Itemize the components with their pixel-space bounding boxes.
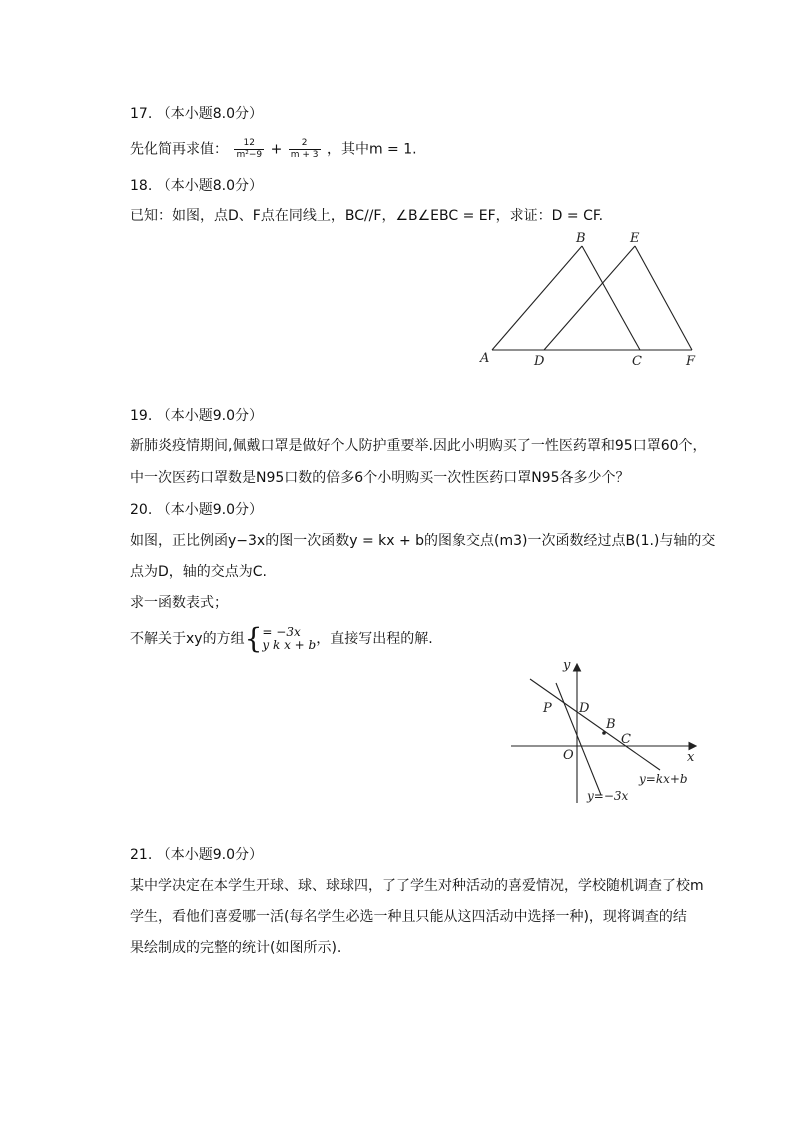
q19-line-1: 新肺炎疫情期间,佩戴口罩是做好个人防护重要举.因此小明购买了一性医药罩和95口罩60个， bbox=[130, 438, 707, 454]
point-b-label: B bbox=[606, 717, 616, 732]
system-row-2: y k x + b bbox=[262, 638, 317, 652]
point-p-label: P bbox=[543, 701, 552, 716]
q20-line-2: 点为D，轴的交点为C. bbox=[130, 564, 268, 580]
line-kx-plus-b-label: y=kx+b bbox=[639, 772, 688, 786]
q17-header: 17. （本小题8.0分） bbox=[130, 106, 263, 122]
point-c-label: C bbox=[621, 732, 631, 747]
label-c: C bbox=[632, 354, 642, 369]
q19-header: 19. （本小题9.0分） bbox=[130, 408, 263, 424]
label-f: F bbox=[686, 354, 696, 369]
q21-line-1: 某中学决定在本学生开球、球、球球四，了了学生对种活动的喜爱情况，学校随机调查了校m bbox=[130, 878, 704, 894]
segment-de bbox=[544, 246, 635, 350]
system-row-1: = −3x bbox=[262, 625, 301, 639]
q21-line-2: 学生，看他们喜爱哪一活(每名学生必选一种且只能从这四活动中选择一种)，现将调查的结 bbox=[130, 909, 687, 925]
q20-function-graph bbox=[505, 655, 705, 807]
segment-bc bbox=[582, 246, 640, 350]
q17-body bbox=[130, 138, 417, 161]
x-axis-label: x bbox=[687, 750, 695, 765]
q17-prefix: 先化简再求值： bbox=[130, 141, 228, 158]
q18-header: 18. （本小题8.0分） bbox=[130, 178, 263, 194]
q19-line-2: 中一次医药口罩数是N95口数的倍多6个小明购买一次性医药口罩N95各多少个？ bbox=[130, 470, 630, 486]
line-neg3x bbox=[556, 683, 601, 795]
segment-ab bbox=[492, 246, 582, 350]
q17-fraction-2 bbox=[289, 138, 321, 161]
q20-line-4 bbox=[130, 622, 433, 656]
q17-frac1-numerator: 12 bbox=[234, 138, 264, 150]
q17-frac1-denominator: m²−9 bbox=[236, 150, 263, 160]
y-axis-label: y bbox=[563, 658, 571, 673]
label-a: A bbox=[480, 351, 490, 366]
q20-line-1: 如图，正比例函y−3x的图一次函数y = kx + b的图象交点(m3)一次函数经过点B(1.)与轴的交 bbox=[130, 533, 716, 549]
q20-line4-prefix: 不解关于xy的方组 bbox=[130, 631, 245, 647]
segment-ef bbox=[635, 246, 692, 350]
q17-frac2-denominator: m + 3 bbox=[290, 150, 319, 160]
q17-frac2-numerator: 2 bbox=[289, 138, 321, 150]
origin-label: O bbox=[563, 748, 574, 763]
system-brace: { bbox=[244, 622, 263, 655]
line-neg3x-label: y=−3x bbox=[587, 789, 629, 803]
label-e: E bbox=[630, 231, 640, 246]
q17-fraction-1 bbox=[234, 138, 264, 161]
label-b: B bbox=[576, 231, 586, 246]
q17-plus: + bbox=[270, 141, 283, 158]
q21-line-3: 果绘制成的完整的统计(如图所示). bbox=[130, 940, 342, 956]
equation-system bbox=[262, 626, 316, 652]
q20-header: 20. （本小题9.0分） bbox=[130, 502, 263, 518]
q20-line4-suffix: ，直接写出程的解. bbox=[316, 631, 433, 647]
line-kx-plus-b bbox=[530, 679, 660, 770]
q18-text: 已知：如图，点D、F点在同线上，BC//F，∠B∠EBC = EF，求证：D = CF. bbox=[130, 208, 604, 224]
q20-line-3: 求一函数表式； bbox=[130, 595, 228, 611]
point-d-label: D bbox=[579, 701, 590, 716]
q21-header: 21. （本小题9.0分） bbox=[130, 847, 263, 863]
q18-triangle-figure bbox=[470, 226, 710, 376]
q17-suffix: ，其中m = 1. bbox=[326, 141, 417, 158]
label-d: D bbox=[534, 354, 545, 369]
